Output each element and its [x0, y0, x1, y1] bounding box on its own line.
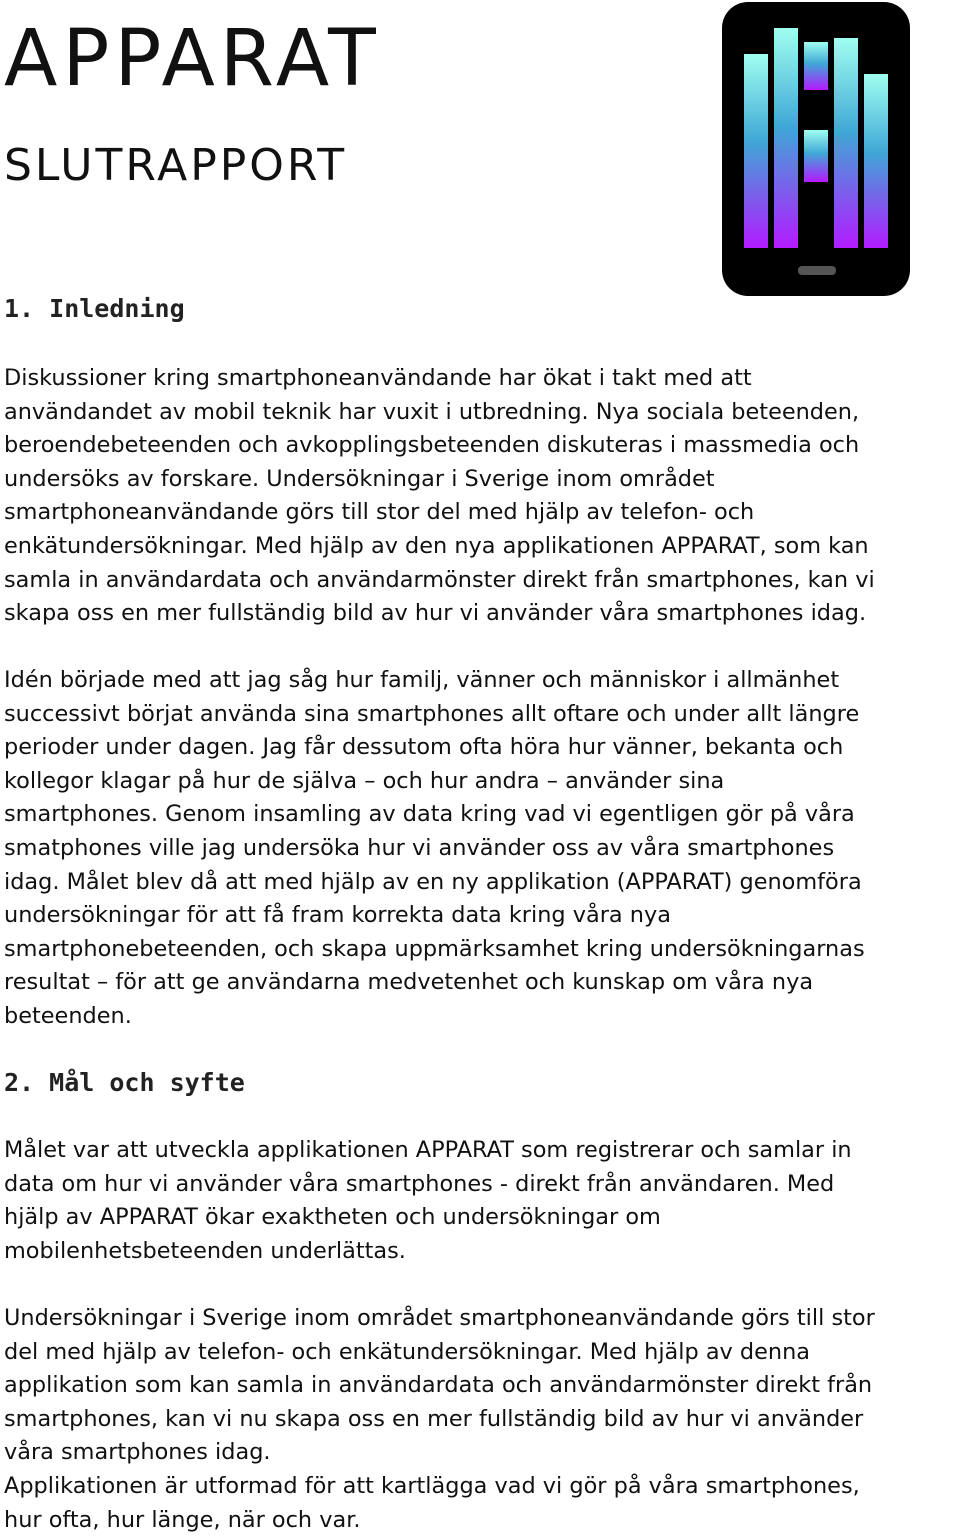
text-line: samla in användardata och användarmönster direkt från smartphones, kan vi: [4, 566, 875, 593]
text-line: våra smartphones idag.: [4, 1439, 271, 1466]
text-line: idag. Målet blev då att med hjälp av en ny applikation (APPARAT) genomföra: [4, 868, 862, 895]
text-line: smartphonebeteenden, och skapa uppmärksamhet kring undersökningarnas: [4, 935, 865, 962]
text-line: mobilenhetsbeteenden underlättas.: [4, 1237, 406, 1264]
text-line: Undersökningar i Sverige inom området smartphoneanvändande görs till stor: [4, 1305, 875, 1331]
text-line: Diskussioner kring smartphoneanvändande har ökat i takt med att: [4, 365, 752, 391]
text-line: kollegor klagar på hur de själva – och hur andra – använder sina: [4, 767, 725, 794]
phone-bars-logo-icon: [722, 2, 910, 296]
text-line: undersöks av forskare. Undersökningar i Sverige inom området: [4, 465, 715, 492]
text-line: data om hur vi använder våra smartphones - direkt från användaren. Med: [4, 1170, 835, 1197]
text-line: undersökningar för att få fram korrekta data kring våra nya: [4, 902, 671, 929]
text-line: enkätundersökningar. Med hjälp av den nya applikationen APPARAT, som kan: [4, 532, 869, 559]
document-subtitle: SLUTRAPPORT: [4, 140, 348, 191]
text-line: skapa oss en mer fullständig bild av hur vi använder våra smartphones idag.: [4, 600, 867, 627]
paragraph: [4, 1134, 960, 1268]
text-line: hjälp av APPARAT ökar exaktheten och undersökningar om: [4, 1204, 661, 1231]
text-line: resultat – för att ge användarna medvetenhet och kunskap om våra nya: [4, 969, 814, 996]
text-line: Applikationen är utformad för att kartlägga vad vi gör på våra smartphones,: [4, 1472, 860, 1499]
text-line: smartphones, kan vi nu skapa oss en mer fullständig bild av hur vi använder: [4, 1405, 864, 1432]
text-line: användandet av mobil teknik har vuxit i utbredning. Nya sociala beteenden,: [4, 398, 860, 425]
text-line: smartphones. Genom insamling av data kring vad vi egentligen gör på våra: [4, 801, 855, 828]
section-heading-inledning: 1. Inledning: [4, 294, 185, 323]
paragraph: [4, 362, 960, 631]
text-line: hur ofta, hur länge, när och var.: [4, 1506, 361, 1533]
text-line: beteenden.: [4, 1002, 132, 1029]
text-line: del med hjälp av telefon- och enkätundersökningar. Med hjälp av denna: [4, 1338, 811, 1365]
section-heading-mal-och-syfte: 2. Mål och syfte: [4, 1068, 245, 1097]
text-line: Målet var att utveckla applikationen APPARAT som registrerar och samlar in: [4, 1137, 852, 1163]
text-line: Idén började med att jag såg hur familj, vänner och människor i allmänhet: [4, 667, 840, 693]
text-line: perioder under dagen. Jag får dessutom ofta höra hur vänner, bekanta och: [4, 734, 844, 761]
text-line: smatphones ville jag undersöka hur vi använder oss av våra smartphones: [4, 834, 835, 861]
paragraph: [4, 1302, 960, 1537]
document-title: APPARAT: [4, 14, 381, 104]
text-line: smartphoneanvändande görs till stor del med hjälp av telefon- och: [4, 499, 755, 526]
text-line: successivt börjat använda sina smartphones allt oftare och under allt längre: [4, 700, 860, 727]
paragraph: [4, 664, 960, 1034]
text-line: applikation som kan samla in användardata och användarmönster direkt från: [4, 1372, 873, 1399]
text-line: beroendebeteenden och avkopplingsbeteenden diskuteras i massmedia och: [4, 432, 860, 459]
